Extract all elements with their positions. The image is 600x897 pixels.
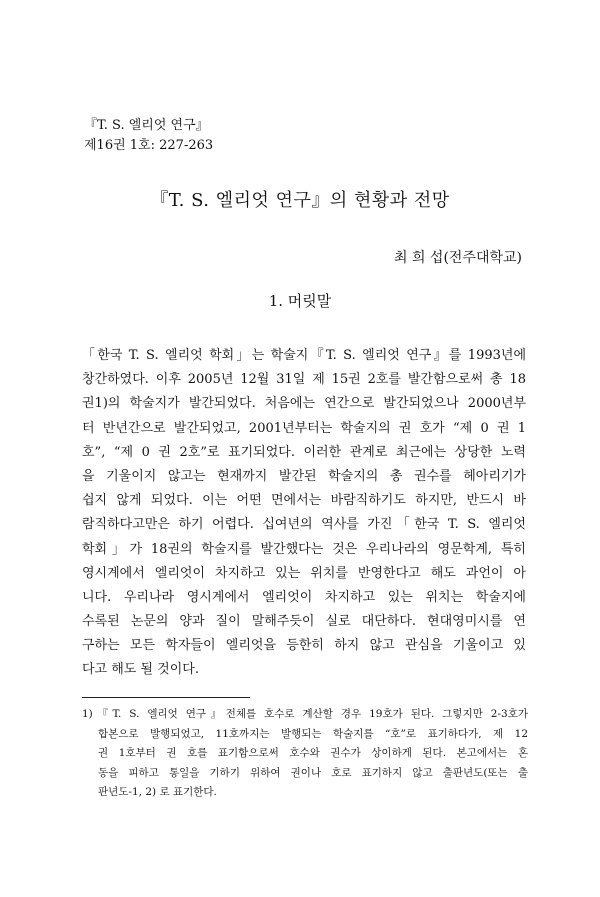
footnote-line: 판년도-1, 2) 로 표기한다. (98, 786, 217, 799)
body-line: 영시계에서 엘리엇이 차지하고 있는 위치를 반영한다고 해도 과언이 아 (82, 565, 526, 581)
body-line: 니다. 우리나라 영시계에서 엘리엇이 차지하고 있는 위치는 학술지에 (82, 589, 526, 605)
volume-pages: 제16권 1호: 227-263 (84, 138, 214, 153)
body-line: 호”, “제 0 권 2호”로 표기되었다. 이러한 관계로 최근에는 상당한 노력 (82, 444, 526, 460)
footnote-line: 동을 피하고 통일을 기하기 위하여 권이나 호로 표기하지 않고 출판년도(또는 출 (98, 766, 528, 779)
body-line: 「한국 T. S. 엘리엇 학회」는 학술지『T. S. 엘리엇 연구』를 1993년에 (82, 348, 526, 363)
body-line: 을 기울이지 않고는 현재까지 발간된 학술지의 총 권수를 헤아리기가 (82, 468, 526, 484)
body-line: 다고 해도 될 것이다. (82, 662, 199, 678)
body-line: 람직하다고만은 하기 어렵다. 십여년의 역사를 가진「한국 T. S. 엘리엇 (82, 517, 526, 533)
body-line: 학회」가 18권의 학술지를 발간했다는 것은 우리나라의 영문학계, 특히 (82, 541, 526, 557)
paper-title: 『T. S. 엘리엇 연구』의 현황과 전망 (150, 190, 450, 211)
footnote (82, 705, 528, 803)
body-line: 권1)의 학술지가 발간되었다. 처음에는 연간으로 발간되었으나 2000년부 (82, 396, 526, 412)
footnote-line: 권 1호부터 권 호를 표기함으로써 호수와 권수가 상이하게 된다. 본고에서는 혼 (98, 747, 528, 760)
body-line: 구하는 모든 학자들이 엘리엇을 등한히 하지 않고 관심을 기울이고 있 (82, 638, 526, 654)
body-line: 수록된 논문의 양과 질이 말해주듯이 실로 대단하다. 현대영미시를 연 (82, 614, 526, 630)
body-line: 쉽지 않게 되었다. 이는 어떤 면에서는 바람직하기도 하지만, 반드시 바 (82, 493, 526, 509)
body-text (82, 344, 526, 683)
section-heading: 1. 머릿말 (268, 292, 332, 310)
footnote-line: 합본으로 발행되었고, 11호까지는 발행되는 학술지를 “호”로 표기하다가, 제 12 (98, 727, 528, 740)
body-line: 터 반년간으로 발간되었고, 2001년부터는 학술지의 권 호가 “제 0 권 1 (82, 420, 526, 436)
journal-name: 『T. S. 엘리엇 연구』 (84, 118, 209, 133)
body-line: 창간하였다. 이후 2005년 12월 31일 제 15권 2호를 발간함으로써 총 18 (82, 372, 526, 388)
footnote-line: 1)『T. S. 엘리엇 연구』전체를 호수로 계산할 경우 19호가 된다. 그렇지만 2-3호가 (82, 708, 528, 720)
footnote-divider (82, 697, 250, 698)
journal-header (84, 116, 213, 156)
author-affiliation: 최 희 섭(전주대학교) (393, 250, 522, 266)
